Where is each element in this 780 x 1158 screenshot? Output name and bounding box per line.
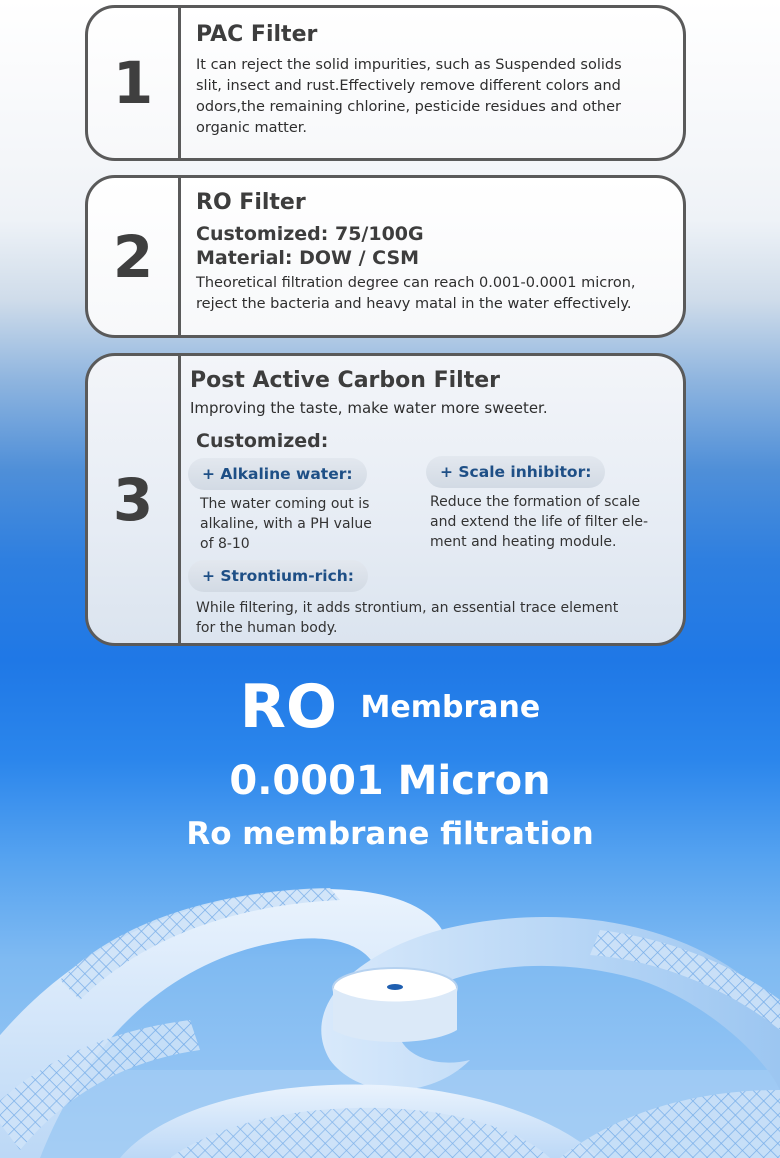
option-line: for the human body. xyxy=(196,620,338,636)
alkaline-water-pill: + Alkaline water: xyxy=(188,458,367,490)
description-line: Theoretical filtration degree can reach 0.001-0.0001 micron, xyxy=(196,275,636,291)
card-number: 2 xyxy=(112,222,154,291)
membrane-illustration xyxy=(0,860,780,1158)
hero-ro: RO xyxy=(239,672,337,742)
card-body xyxy=(196,178,665,315)
scale-inhibitor-pill: + Scale inhibitor: xyxy=(426,456,605,488)
option-line: of 8-10 xyxy=(200,536,250,552)
strontium-rich-pill: + Strontium-rich: xyxy=(188,560,368,592)
card-body xyxy=(196,8,665,139)
card-number: 3 xyxy=(112,465,154,534)
hero-heading xyxy=(0,672,780,746)
card-title: Post Active Carbon Filter xyxy=(190,368,500,393)
hero-tagline: Ro membrane filtration xyxy=(186,816,594,852)
option-line: alkaline, with a PH value xyxy=(200,516,372,532)
alkaline-water-description xyxy=(200,494,372,554)
description-line: organic matter. xyxy=(196,120,308,136)
customized-spec: Customized: 75/100G xyxy=(196,223,424,245)
card-description xyxy=(196,55,665,139)
post-carbon-filter-card xyxy=(85,353,686,646)
option-line: While filtering, it adds strontium, an essential trace element xyxy=(196,600,619,616)
card-title: PAC Filter xyxy=(196,22,318,47)
description-line: slit, insect and rust.Effectively remove different colors and xyxy=(196,78,621,94)
ro-filter-card xyxy=(85,175,686,338)
card-number-column xyxy=(88,356,181,643)
card-number-column xyxy=(88,178,181,335)
card-title: RO Filter xyxy=(196,190,306,215)
card-description xyxy=(196,273,665,315)
option-line: The water coming out is xyxy=(200,496,370,512)
description-line: odors,the remaining chlorine, pesticide residues and other xyxy=(196,99,621,115)
option-line: ment and heating module. xyxy=(430,534,617,550)
strontium-rich-description xyxy=(196,598,618,638)
customized-label: Customized: xyxy=(196,430,329,452)
hero-micron: 0.0001 Micron xyxy=(229,758,551,804)
description-line: It can reject the solid impurities, such as Suspended solids xyxy=(196,57,622,73)
membrane-swirl-graphic xyxy=(0,860,780,1158)
hero-membrane: Membrane xyxy=(360,689,541,725)
pac-filter-card xyxy=(85,5,686,161)
card-number-column xyxy=(88,8,181,158)
card-number: 1 xyxy=(112,49,154,117)
option-line: and extend the life of filter ele- xyxy=(430,514,649,530)
card-subtitle: Improving the taste, make water more sweeter. xyxy=(190,399,548,417)
option-line: Reduce the formation of scale xyxy=(430,494,641,510)
description-line: reject the bacteria and heavy matal in the water effectively. xyxy=(196,296,632,312)
scale-inhibitor-description xyxy=(430,492,648,552)
material-spec: Material: DOW / CSM xyxy=(196,247,420,269)
